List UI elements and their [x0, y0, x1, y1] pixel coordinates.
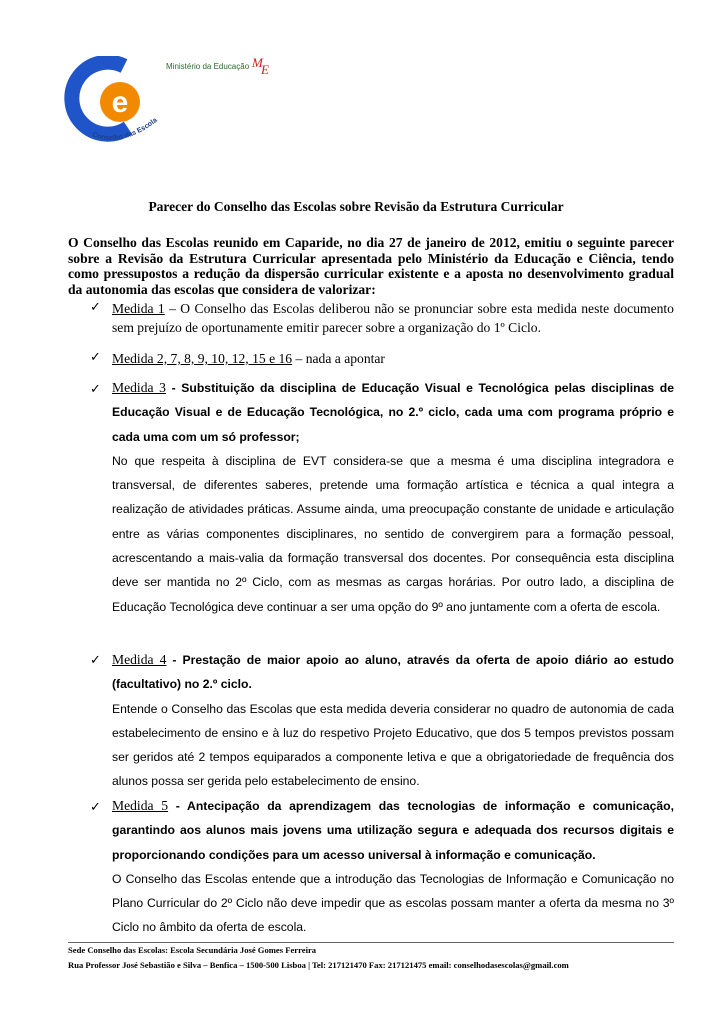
measure-1-text: – O Conselho das Escolas deliberou não se pronunciar sobre esta medida neste documento sem prejuízo de oportunamente emitir parecer sobre a organização do 1º Ciclo.: [112, 301, 674, 335]
measure-4: [112, 648, 674, 794]
ministry-me-mark: [251, 56, 273, 76]
measure-3: [112, 376, 674, 619]
document-title: Parecer do Conselho das Escolas sobre Revisão da Estrutura Curricular: [148, 199, 564, 214]
measure-5: [112, 794, 674, 940]
checkmark-icon: ✓: [90, 382, 101, 397]
footer-divider: [68, 942, 674, 943]
measure-5-label: Medida 5: [112, 798, 169, 813]
measure-4-body: Entende o Conselho das Escolas que esta medida deveria considerar no quadro de autonomia de cada estabelecimento de ensino e à luz do respetivo Projeto Educativo, que dos 5 tempos previstos possam ser geridos até 2 tempos equiparados a componente letiva e que a obrigatoriedade de frequência dos alunos possa ser gerida pelo estabelecimento de ensino.: [112, 701, 674, 789]
ministry-text: Ministério da Educação: [166, 61, 250, 71]
intro-paragraph: O Conselho das Escolas reunido em Caparide, no dia 27 de janeiro de 2012, emitiu o seguinte parecer sobre a Revisão da Estrutura Curricular apresentada pelo Ministério da Educação e Ciência, tendo como pressupostos a redução da dispersão curricular existente e a aposta no desenvolvimento gradual da autonomia das escolas que considera de valorizar:: [68, 235, 674, 298]
measure-5-body: O Conselho das Escolas entende que a introdução das Tecnologias de Informação e Comunicação no Plano Curricular do 2º Ciclo não deve impedir que as escolas possam manter a oferta da mesma no 3º Ciclo no âmbito da oferta de escola.: [112, 871, 674, 935]
measure-1-label: Medida 1: [112, 301, 165, 316]
measure-2-group: [112, 349, 674, 368]
measure-4-heading: - Prestação de maior apoio ao aluno, através da oferta de apoio diário ao estudo (facultativo) no 2.º ciclo.: [112, 653, 674, 692]
checkmark-icon: ✓: [90, 300, 101, 315]
footer-address-line-1: Sede Conselho das Escolas: Escola Secundária José Gomes Ferreira: [68, 945, 317, 955]
checkmark-icon: ✓: [90, 350, 101, 365]
measure-3-label: Medida 3: [112, 380, 166, 395]
measure-4-label: Medida 4: [112, 652, 167, 667]
footer-address-line-2: Rua Professor José Sebastião e Silva – Benfica – 1500-500 Lisboa | Tel: 217121470 Fax: 217121475 email: conselhodasescolas@gmail.com: [68, 960, 569, 970]
checkmark-icon: ✓: [90, 653, 101, 668]
svg-text:M: M: [252, 56, 263, 70]
conselho-das-escolas-logo: [62, 56, 162, 146]
measure-1: [112, 299, 674, 337]
ministry-logo: [166, 56, 273, 76]
measure-2-group-label: Medida 2, 7, 8, 9, 10, 12, 15 e 16: [112, 351, 293, 366]
logo-caption: Conselho das Escola: [91, 116, 159, 142]
logo-letter-e: e: [111, 86, 129, 119]
measure-2-group-text: – nada a apontar: [292, 351, 385, 366]
checkmark-icon: ✓: [90, 800, 101, 815]
measure-3-body: No que respeita à disciplina de EVT considera-se que a mesma é uma disciplina integradora e transversal, de diferentes saberes, pretende uma formação artística e técnica a qual integra a realização de atividades práticas. Assume ainda, uma preocupação constante de unidade e articulação entre as várias componentes disciplinares, no sentido de convergirem para a formação pessoal, acrescentando a mais-valia da formação transversal dos docentes. Por consequência esta disciplina deve ser mantida no 2º Ciclo, com as mesmas as cargas horárias. Por outro lado, a disciplina de Educação Tecnológica deve continuar a ser uma opção do 9º ano juntamente com a oferta de escola.: [112, 453, 674, 614]
svg-text:E: E: [261, 62, 270, 76]
measure-5-heading: - Antecipação da aprendizagem das tecnologias de informação e comunicação, garantindo aos alunos mais jovens uma utilização segura e adequada dos recursos digitais e proporcionando condições para um acesso universal à informação e comunicação.: [112, 799, 674, 862]
measure-3-heading: - Substituição da disciplina de Educação Visual e Tecnológica pelas disciplinas de Educação Visual e de Educação Tecnológica, no 2.º ciclo, cada uma com programa próprio e cada uma com um só professor;: [112, 381, 674, 444]
